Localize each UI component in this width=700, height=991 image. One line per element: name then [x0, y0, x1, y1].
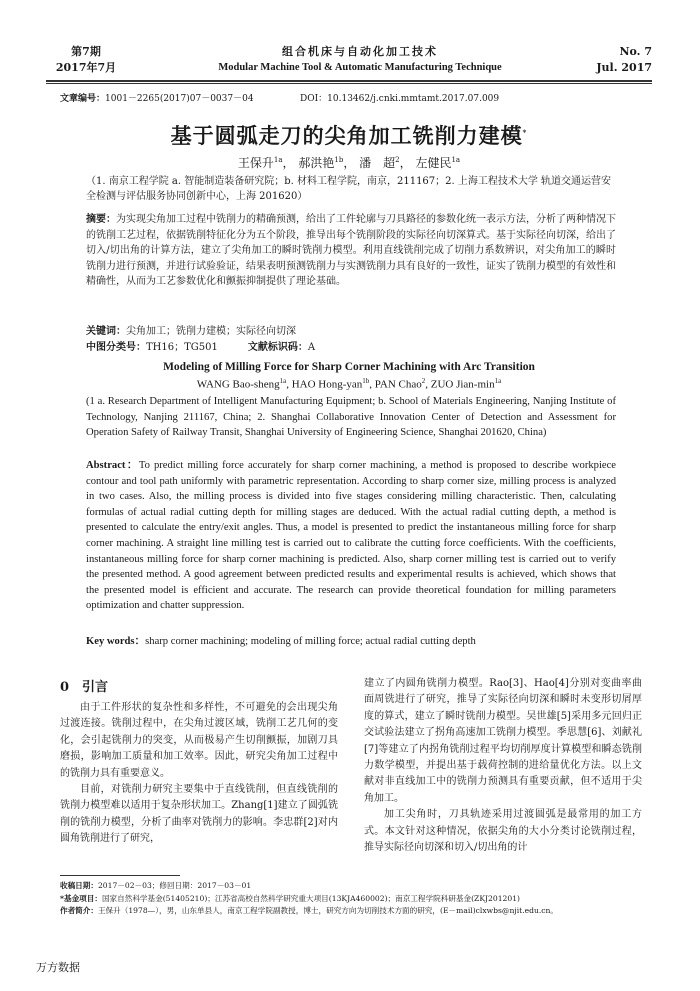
footnote-received — [60, 880, 650, 893]
abstract-cn-label: 摘要： — [86, 214, 116, 225]
journal-name-en: Modular Machine Tool & Automatic Manufacturing Technique — [218, 62, 502, 73]
wanfang-logo-text: 万方数据 — [36, 961, 80, 974]
clc-label: 中图分类号： — [86, 342, 146, 353]
author-name-en: PAN Chao — [374, 378, 422, 391]
abstract-cn — [86, 212, 616, 290]
journal-name-cn: 组合机床与自动化加工技术 — [282, 45, 438, 58]
paper-title — [46, 120, 652, 150]
keywords-en-label: Key words： — [86, 636, 146, 647]
body-paragraph: 目前，对铣削力研究主要集中于直线铣削，但直线铣削的铣削力模型难以适用于复杂形状加工。Zhang[1]建立了圆弧铣削的铣削力模型，分析了曲率对铣削力的影响。李忠群[2]对内圆角铣削进行了研究， — [60, 784, 338, 845]
paper-title-en: Modeling of Milling Force for Sharp Corner Machining with Arc Transition — [163, 361, 535, 373]
author-name-en: HAO Hong-yan — [291, 378, 363, 391]
header-issue-en — [582, 44, 652, 76]
classification-line — [86, 338, 616, 353]
header-journal — [160, 44, 560, 76]
keywords-cn-label: 关键词： — [86, 326, 126, 337]
authors-cn: 王保升$^{1a}$， 郝洪艳$^{1b}$， 潘 超$^2$， 左健民$^{1a}$ — [237, 156, 461, 170]
keywords-en-text: sharp corner machining; modeling of milling force; actual radial cutting depth — [145, 636, 476, 647]
article-number-label: 文章编号： — [60, 94, 106, 104]
title-footnote-mark: * — [522, 128, 528, 137]
header-rule-thin — [46, 83, 652, 84]
author-affil-mark: 2 — [395, 156, 400, 164]
clc-value: TH16；TG501 — [146, 342, 218, 353]
issue-cn: 第7期 — [71, 45, 101, 58]
received-label: 收稿日期： — [60, 881, 98, 890]
date-en: Jul. 2017 — [596, 61, 652, 74]
author-affil-mark: 1b — [334, 156, 344, 164]
keywords-en — [86, 633, 616, 648]
header-rule-thick — [46, 80, 652, 82]
author-affil-mark: 1a — [273, 156, 283, 164]
bio-label: 作者简介： — [60, 906, 98, 915]
footnote-bio — [60, 905, 650, 918]
body-column-left — [60, 700, 338, 848]
author-affil-mark: 1a — [451, 156, 461, 164]
fund-label: *基金项目： — [60, 893, 102, 903]
header-issue — [46, 44, 126, 76]
section-heading — [60, 676, 108, 695]
footnotes — [60, 880, 650, 918]
keywords-cn-text: 尖角加工；铣削力建模；实际径向切深 — [126, 326, 296, 337]
body-column-right — [364, 676, 642, 856]
section-title: 引言 — [82, 680, 109, 695]
affiliation-en: (1 a. Research Department of Intelligent Manufacturing Equipment; b. School of Materials Engineering, Nanjing Institute of Technology, Nanjing 211167, China; 2. Shanghai Collaborative Innovation Center of Detection and Assessment for Operation Safety of Railway Transit, Shanghai University of Engineering Science, Shanghai 201620, China) — [86, 396, 616, 439]
section-number: 0 — [60, 680, 70, 695]
author-affil-mark: 2 — [421, 377, 426, 385]
author-name: 王保升 — [237, 156, 274, 170]
doc-code-label: 文献标识码： — [247, 342, 308, 353]
author-affil-mark: 1a — [494, 377, 502, 385]
author-affil-mark: 1b — [362, 377, 370, 385]
affiliation-cn: （1. 南京工程学院 a. 智能制造装备研究院；b. 材料工程学院，南京，211167；2. 上海工程技术大学 轨道交通运营安全检测与评估服务协同创新中心，上海 201620） — [86, 176, 612, 202]
doc-code-value: A — [307, 342, 316, 353]
body-paragraph: 加工尖角时，刀具轨迹采用过渡圆弧是最常用的加工方式。本文针对这种情况，依据尖角的大小分类讨论铣削过程，推导实际径向切深和切入/切出角的计 — [364, 809, 642, 854]
article-number-value: 1001－2265(2017)07－0037－04 — [105, 94, 254, 104]
footnote-fund — [60, 893, 650, 906]
paper-title-text: 基于圆弧走刀的尖角加工铣削力建模 — [170, 123, 523, 148]
received-value: 2017－02－03；修回日期：2017－03－01 — [97, 881, 252, 890]
author-name: 左健民 — [415, 156, 452, 170]
keywords-cn — [86, 322, 616, 337]
abstract-en-text: To predict milling force accurately for sharp corner machining, a method is proposed to describe workpiece contour and tool path uniformly with parametric representation. According to sharp corner size, milling process is analyzed in two cases. Also, the milling process is divided into five stages considering milling characteristic. Then, calculating formulas of actual radial cutting depth for milling stages are deduced. With the actual radial cutting depth, a method is presented to calculate the entry/exit angles. Thus, a model is presented to predict the instantaneous milling force for sharp corner machining. A straight line milling test is carried out to calibrate the cutting force coefficients. With the coefficients, instantaneous milling force for sharp corner machining is predicted. Also, sharp corner milling test is carried out to verify the presented method. A good agreement between predicted results and experimental results is achieved, which shows that the presented model is efficient and accurate. The research can provide theoretical foundation for milling parameters optimization and chatter suppression. — [86, 460, 616, 612]
authors-en: WANG Bao-sheng$^{1a}$, HAO Hong-yan$^{1b}$, PAN Chao$^2$, ZUO Jian-$\min^{1a}$ — [196, 377, 502, 391]
fund-value: 国家自然科学基金(51405210)；江苏省高校自然科学研究重大项目(13KJA460002)；南京工程学院科研基金(ZKJ201201) — [101, 893, 520, 903]
abstract-en — [86, 458, 616, 614]
author-name: 潘 超 — [359, 156, 396, 170]
body-paragraph: 建立了内圆角铣削力模型。Rao[3]、Hao[4]分别对变曲率曲面周铣进行了研究，推导了实际径向切深和瞬时未变形切屑厚度的算式，建立了瞬时铣削力模型。吴世雄[5]采用多元回归正交试验法建立了拐角高速加工铣削力模型。季思慧[6]、刘献礼[7]等建立了内拐角铣削过程平均切削厚度计算模型和瞬态铣削力数学模型，并提出基于载荷控制的进给量优化方法。以上文献对非直线加工中的铣削力预测具有重要贡献，但不适用于尖角加工。 — [364, 678, 642, 804]
author-name-en: WANG Bao-sheng — [196, 378, 280, 391]
bio-value: 王保升（1978—），男，山东单县人，南京工程学院副教授，博士，研究方向为切削技术方面的研究，(E－mail)clxwbs@njit.edu.cn。 — [97, 906, 559, 915]
author-name-en: ZUO Jian-min — [430, 378, 495, 391]
issue-en: No. 7 — [619, 45, 652, 58]
abstract-cn-text: 为实现尖角加工过程中铣削力的精确预测，给出了工件轮廓与刀具路径的参数化统一表示方法，分析了两种情况下的铣削工艺过程，依据铣削特征化分为五个阶段，推导出每个铣削阶段的实际径向切深算式。基于实际径向切深，给出了切入/切出角的计算方法，建立了尖角加工的瞬时铣削力模型。利用直线铣削完成了切削力系数辨识，对尖角加工的瞬时铣削力进行预测，并进行试验验证，结果表明预测铣削力与实测铣削力具有良好的一致性，证实了铣削力模型的有效性和精确性，从而为工艺参数优化和颤振抑制提供了理论基础。 — [86, 214, 616, 288]
body-paragraph: 由于工件形状的复杂性和多样性，不可避免的会出现尖角过渡连接。铣削过程中，在尖角过渡区域，铣削工艺几何的变化，会引起铣削力的突变，从而极易产生切削颤振，加剧刀具磨损，影响加工质量和加工效率。因此，研究尖角加工过程中的铣削力具有重要意义。 — [60, 702, 338, 779]
article-number — [60, 91, 254, 104]
author-affil-mark: 1a — [279, 377, 287, 385]
author-name: 郝洪艳 — [298, 156, 335, 170]
abstract-en-label: Abstract： — [86, 460, 139, 471]
date-cn: 2017年7月 — [55, 61, 117, 74]
footnote-rule — [60, 875, 180, 876]
doi: DOI：10.13462/j.cnki.mmtamt.2017.07.009 — [300, 94, 500, 104]
